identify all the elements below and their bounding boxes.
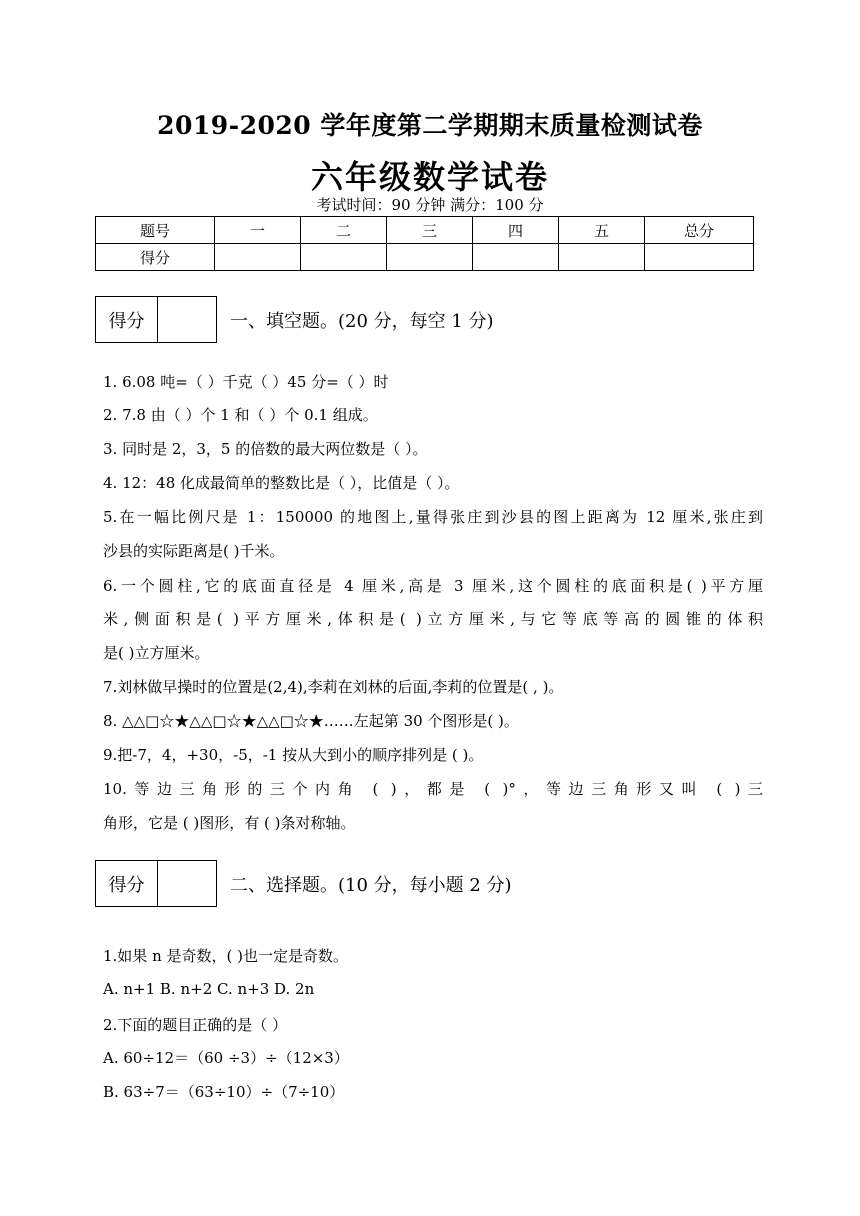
section1-heading: 一、填空题。(20 分，每空 1 分) [230,311,494,332]
score-table [95,216,754,271]
score-header-cell: 四 [473,217,559,244]
question-line: 2. 7.8 由（ ）个 1 和（ ）个 0.1 组成。 [103,406,378,424]
score-header-cell: 题号 [96,217,215,244]
score-header-cell: 五 [559,217,645,244]
question-line: 6.一个圆柱,它的底面直径是 4 厘米,高是 3 厘米,这个圆柱的底面积是( )平方厘 [103,577,763,595]
score-row-label: 得分 [96,244,215,271]
score-header-cell: 三 [387,217,473,244]
question-line: 4. 12：48 化成最简单的整数比是（ ），比值是（ ）。 [103,474,460,492]
exam-subtitle: 六年级数学试卷 [310,158,549,196]
question-line: 10.等边三角形的三个内角 ( )，都是 ( )°，等边三角形又叫 ( )三 [103,780,763,798]
question-line: 7.刘林做早操时的位置是(2,4),李莉在刘林的后面,李莉的位置是( , )。 [103,678,564,696]
question-line: 2.下面的题目正确的是（ ） [103,1016,288,1034]
question-line: 米,侧面积是( )平方厘米,体积是( )立方厘米,与它等底等高的圆锥的体积 [103,610,763,628]
score-header-cell: 总分 [645,217,754,244]
exam-title: 2019-2020 学年度第二学期期末质量检测试卷 [157,111,703,140]
score-cell [645,244,754,271]
answer-option: B. 63÷7＝（63÷10）÷（7÷10） [103,1083,345,1101]
score-header-cell: 一 [215,217,301,244]
question-line: 5.在一幅比例尺是 1：150000 的地图上,量得张庄到沙县的图上距离为 12 厘米,张庄到 [103,508,763,526]
score-header-cell: 二 [301,217,387,244]
question-line: 角形，它是 ( )图形，有 ( )条对称轴。 [103,814,356,832]
score-table-header-row [96,217,754,244]
section2-score-label: 得分 [96,861,158,906]
score-cell [473,244,559,271]
answer-options: A. n+1 B. n+2 C. n+3 D. 2n [103,980,315,998]
score-table-score-row [96,244,754,271]
answer-option: A. 60÷12＝（60 ÷3）÷（12×3） [103,1049,349,1067]
exam-info: 考试时间：90 分钟 满分：100 分 [316,196,544,214]
question-line: 3. 同时是 2，3，5 的倍数的最大两位数是（ ）。 [103,440,428,458]
score-cell [301,244,387,271]
question-line: 是( )立方厘米。 [103,644,210,662]
section1-score-label: 得分 [96,297,158,342]
section2-score-box [95,860,217,907]
question-line: 1. 6.08 吨=（ ）千克（ ）45 分=（ ）时 [103,373,389,391]
question-line: 沙县的实际距离是( )千米。 [103,542,285,560]
question-line: 8. △△□☆★△△□☆★△△□☆★……左起第 30 个图形是( )。 [103,712,519,730]
section1-score-box [95,296,217,343]
score-cell [387,244,473,271]
score-cell [559,244,645,271]
score-cell [215,244,301,271]
question-line: 9.把-7，4，+30，-5，-1 按从大到小的顺序排列是 ( )。 [103,746,484,764]
question-line: 1.如果 n 是奇数，( )也一定是奇数。 [103,947,348,965]
section2-heading: 二、选择题。(10 分，每小题 2 分) [230,875,512,896]
